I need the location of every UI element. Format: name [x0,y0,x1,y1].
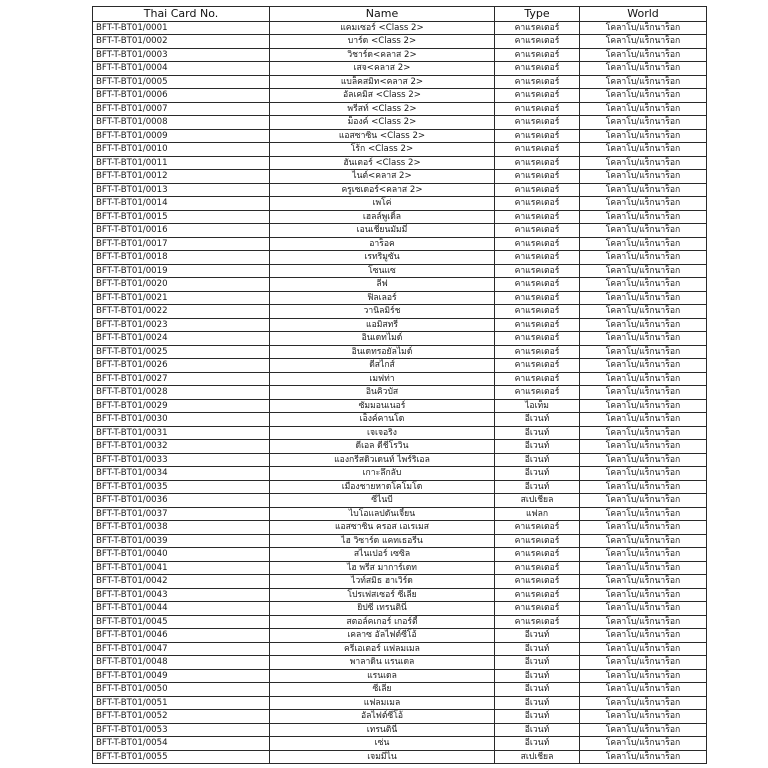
cell-card-no: BFT-T-BT01/0004 [93,62,270,76]
cell-name: ซีไนบี [270,494,495,508]
cell-type: อีเวนท์ [495,737,580,751]
header-row [93,7,707,22]
cell-name: สตอล์คเกอร์ เกอร์ตี้ [270,615,495,629]
cell-type: คาแรคเตอร์ [495,21,580,35]
cell-world: โคลาโบ/แร็กนาร็อก [580,35,707,49]
cell-card-no: BFT-T-BT01/0055 [93,750,270,764]
cell-world: โคลาโบ/แร็กนาร็อก [580,386,707,400]
table-row [93,62,707,76]
table-row [93,575,707,589]
cell-type: คาแรคเตอร์ [495,548,580,562]
cell-name: เรทริมูซัน [270,251,495,265]
cell-name: โปรเฟสเซอร์ ซีเลีย [270,588,495,602]
cell-world: โคลาโบ/แร็กนาร็อก [580,224,707,238]
cell-card-no: BFT-T-BT01/0024 [93,332,270,346]
cell-name: แบล็คสมิท<คลาส 2> [270,75,495,89]
cell-type: อีเวนท์ [495,629,580,643]
table-row [93,345,707,359]
cell-card-no: BFT-T-BT01/0028 [93,386,270,400]
cell-world: โคลาโบ/แร็กนาร็อก [580,102,707,116]
table-row [93,210,707,224]
cell-name: ซัมมอนเนอร์ [270,399,495,413]
cell-world: โคลาโบ/แร็กนาร็อก [580,291,707,305]
cell-type: คาแรคเตอร์ [495,116,580,130]
cell-name: ดีสไกส์ [270,359,495,373]
cell-name: เกาะลึกลับ [270,467,495,481]
table-row [93,386,707,400]
table-row [93,723,707,737]
table-row [93,332,707,346]
cell-name: แองกรีสดิวเดนท์ ไพร์ริเอล [270,453,495,467]
cell-type: อีเวนท์ [495,723,580,737]
cell-name: ไวท์สมิธ ฮาเวิร์ด [270,575,495,589]
cell-type: คาแรคเตอร์ [495,332,580,346]
cell-name: แฟลมเมล [270,696,495,710]
cell-world: โคลาโบ/แร็กนาร็อก [580,318,707,332]
cell-world: โคลาโบ/แร็กนาร็อก [580,696,707,710]
cell-card-no: BFT-T-BT01/0009 [93,129,270,143]
cell-type: สเปเชียล [495,494,580,508]
cell-name: แอมิสทรี [270,318,495,332]
cell-type: คาแรคเตอร์ [495,278,580,292]
table-row [93,75,707,89]
cell-name: ฟิลเลอร์ [270,291,495,305]
cell-name: เจมมีไน [270,750,495,764]
cell-card-no: BFT-T-BT01/0027 [93,372,270,386]
table-row [93,251,707,265]
cell-card-no: BFT-T-BT01/0043 [93,588,270,602]
cell-card-no: BFT-T-BT01/0034 [93,467,270,481]
cell-type: อีเวนท์ [495,656,580,670]
table-row [93,480,707,494]
cell-card-no: BFT-T-BT01/0033 [93,453,270,467]
table-row [93,372,707,386]
cell-type: คาแรคเตอร์ [495,264,580,278]
cell-world: โคลาโบ/แร็กนาร็อก [580,561,707,575]
cell-card-no: BFT-T-BT01/0022 [93,305,270,319]
cell-type: คาแรคเตอร์ [495,305,580,319]
cell-name: อินเดทรอยัลไมด์ [270,345,495,359]
cell-name: เทรนตินี่ [270,723,495,737]
table-row [93,278,707,292]
table-row [93,89,707,103]
cell-name: พาลาดิน แรนเดล [270,656,495,670]
cell-type: คาแรคเตอร์ [495,521,580,535]
cell-card-no: BFT-T-BT01/0006 [93,89,270,103]
cell-type: อีเวนท์ [495,467,580,481]
table-row [93,548,707,562]
cell-type: อีเวนท์ [495,413,580,427]
cell-card-no: BFT-T-BT01/0025 [93,345,270,359]
cell-type: คาแรคเตอร์ [495,534,580,548]
cell-card-no: BFT-T-BT01/0023 [93,318,270,332]
cell-type: ไอเท็ม [495,399,580,413]
cell-world: โคลาโบ/แร็กนาร็อก [580,494,707,508]
cell-type: คาแรคเตอร์ [495,75,580,89]
cell-name: แรนเดล [270,669,495,683]
cell-type: คาแรคเตอร์ [495,170,580,184]
cell-name: อัลไฟต์ซีโอ้ [270,710,495,724]
cell-type: อีเวนท์ [495,440,580,454]
cell-type: คาแรคเตอร์ [495,62,580,76]
cell-world: โคลาโบ/แร็กนาร็อก [580,723,707,737]
table-row [93,399,707,413]
cell-type: คาแรคเตอร์ [495,602,580,616]
cell-name: เอนเชี่ยนมัมมี่ [270,224,495,238]
cell-name: ครูเซเดอร์<คลาส 2> [270,183,495,197]
cell-name: แคมเซอร์ <Class 2> [270,21,495,35]
cell-card-no: BFT-T-BT01/0052 [93,710,270,724]
cell-card-no: BFT-T-BT01/0053 [93,723,270,737]
table-row [93,102,707,116]
cell-name: เฮลล์พูเดิ้ล [270,210,495,224]
cell-name: ครีเอเตอร์ แฟลมเมล [270,642,495,656]
cell-type: คาแรคเตอร์ [495,224,580,238]
table-row [93,750,707,764]
cell-world: โคลาโบ/แร็กนาร็อก [580,48,707,62]
cell-name: เคลาซ อัลไฟต์ซีโอ้ [270,629,495,643]
cell-card-no: BFT-T-BT01/0041 [93,561,270,575]
cell-name: เซ่น [270,737,495,751]
cell-name: สไนเปอร์ เซซิล [270,548,495,562]
cell-type: คาแรคเตอร์ [495,291,580,305]
cell-card-no: BFT-T-BT01/0016 [93,224,270,238]
cell-name: แอสซาซิน ครอส เอเรเมส [270,521,495,535]
cell-name: ซีเลีย [270,683,495,697]
cell-type: คาแรคเตอร์ [495,588,580,602]
cell-world: โคลาโบ/แร็กนาร็อก [580,480,707,494]
cell-type: คาแรคเตอร์ [495,615,580,629]
cell-world: โคลาโบ/แร็กนาร็อก [580,129,707,143]
cell-type: คาแรคเตอร์ [495,102,580,116]
table-row [93,710,707,724]
cell-card-no: BFT-T-BT01/0035 [93,480,270,494]
cell-world: โคลาโบ/แร็กนาร็อก [580,62,707,76]
table-row [93,440,707,454]
cell-type: อีเวนท์ [495,642,580,656]
cell-type: คาแรคเตอร์ [495,197,580,211]
cell-world: โคลาโบ/แร็กนาร็อก [580,143,707,157]
table-row [93,413,707,427]
cell-type: คาแรคเตอร์ [495,575,580,589]
cell-type: คาแรคเตอร์ [495,129,580,143]
table-row [93,615,707,629]
cell-card-no: BFT-T-BT01/0050 [93,683,270,697]
table-row [93,453,707,467]
cell-world: โคลาโบ/แร็กนาร็อก [580,251,707,265]
table-body [93,21,707,764]
table-row [93,359,707,373]
table-row [93,696,707,710]
cell-card-no: BFT-T-BT01/0044 [93,602,270,616]
cell-world: โคลาโบ/แร็กนาร็อก [580,372,707,386]
table-row [93,143,707,157]
cell-world: โคลาโบ/แร็กนาร็อก [580,237,707,251]
cell-card-no: BFT-T-BT01/0020 [93,278,270,292]
cell-card-no: BFT-T-BT01/0010 [93,143,270,157]
cell-type: คาแรคเตอร์ [495,345,580,359]
cell-card-no: BFT-T-BT01/0040 [93,548,270,562]
table-header [93,7,707,22]
cell-type: อีเวนท์ [495,453,580,467]
cell-type: อีเวนท์ [495,683,580,697]
cell-world: โคลาโบ/แร็กนาร็อก [580,156,707,170]
cell-name: เจเจอริง [270,426,495,440]
cell-world: โคลาโบ/แร็กนาร็อก [580,750,707,764]
cell-type: แฟลก [495,507,580,521]
table-row [93,426,707,440]
cell-name: เพโค่ [270,197,495,211]
cell-world: โคลาโบ/แร็กนาร็อก [580,183,707,197]
cell-card-no: BFT-T-BT01/0036 [93,494,270,508]
cell-card-no: BFT-T-BT01/0002 [93,35,270,49]
table-row [93,197,707,211]
cell-name: บาร์ด <Class 2> [270,35,495,49]
cell-name: วิชาร์ด<คลาส 2> [270,48,495,62]
cell-type: คาแรคเตอร์ [495,143,580,157]
cell-card-no: BFT-T-BT01/0015 [93,210,270,224]
cell-world: โคลาโบ/แร็กนาร็อก [580,683,707,697]
cell-world: โคลาโบ/แร็กนาร็อก [580,521,707,535]
cell-name: อัลเคมิส <Class 2> [270,89,495,103]
table-row [93,183,707,197]
table-row [93,156,707,170]
cell-card-no: BFT-T-BT01/0011 [93,156,270,170]
cell-name: วานิลมิร์ช [270,305,495,319]
cell-card-no: BFT-T-BT01/0047 [93,642,270,656]
cell-world: โคลาโบ/แร็กนาร็อก [580,534,707,548]
header-world: World [580,7,707,22]
cell-world: โคลาโบ/แร็กนาร็อก [580,278,707,292]
cell-world: โคลาโบ/แร็กนาร็อก [580,737,707,751]
cell-world: โคลาโบ/แร็กนาร็อก [580,453,707,467]
cell-card-no: BFT-T-BT01/0031 [93,426,270,440]
cell-name: ไฮ วิซาร์ด แคทเธอรีน [270,534,495,548]
card-list-table [92,6,707,764]
cell-type: อีเวนท์ [495,696,580,710]
cell-world: โคลาโบ/แร็กนาร็อก [580,305,707,319]
cell-world: โคลาโบ/แร็กนาร็อก [580,710,707,724]
cell-name: ไบโอแลปดันเจี้ยน [270,507,495,521]
cell-name: ยิปซี เทรนตินี่ [270,602,495,616]
table-row [93,264,707,278]
cell-type: คาแรคเตอร์ [495,89,580,103]
cell-type: คาแรคเตอร์ [495,318,580,332]
cell-name: โร้ก <Class 2> [270,143,495,157]
cell-name: แอสซาซิน <Class 2> [270,129,495,143]
cell-type: คาแรคเตอร์ [495,359,580,373]
cell-type: คาแรคเตอร์ [495,210,580,224]
header-type: Type [495,7,580,22]
cell-world: โคลาโบ/แร็กนาร็อก [580,669,707,683]
cell-world: โคลาโบ/แร็กนาร็อก [580,629,707,643]
header-thai-card-no: Thai Card No. [93,7,270,22]
cell-card-no: BFT-T-BT01/0021 [93,291,270,305]
table-row [93,669,707,683]
cell-type: สเปเชียล [495,750,580,764]
cell-type: คาแรคเตอร์ [495,237,580,251]
cell-name: ลีฟ [270,278,495,292]
cell-world: โคลาโบ/แร็กนาร็อก [580,332,707,346]
cell-name: โซนแซ [270,264,495,278]
cell-type: คาแรคเตอร์ [495,48,580,62]
cell-card-no: BFT-T-BT01/0019 [93,264,270,278]
cell-world: โคลาโบ/แร็กนาร็อก [580,264,707,278]
cell-card-no: BFT-T-BT01/0017 [93,237,270,251]
cell-world: โคลาโบ/แร็กนาร็อก [580,426,707,440]
cell-card-no: BFT-T-BT01/0012 [93,170,270,184]
cell-name: ดีเอล ดีชีโรวิน [270,440,495,454]
table-row [93,170,707,184]
cell-type: อีเวนท์ [495,710,580,724]
cell-card-no: BFT-T-BT01/0037 [93,507,270,521]
cell-card-no: BFT-T-BT01/0054 [93,737,270,751]
cell-card-no: BFT-T-BT01/0032 [93,440,270,454]
table-row [93,237,707,251]
cell-type: อีเวนท์ [495,426,580,440]
cell-type: อีเวนท์ [495,480,580,494]
cell-type: คาแรคเตอร์ [495,251,580,265]
cell-name: ไฮ พรีส มาการ์เดท [270,561,495,575]
cell-card-no: BFT-T-BT01/0029 [93,399,270,413]
table-row [93,467,707,481]
cell-card-no: BFT-T-BT01/0026 [93,359,270,373]
header-name: Name [270,7,495,22]
cell-type: คาแรคเตอร์ [495,183,580,197]
cell-type: อีเวนท์ [495,669,580,683]
table-row [93,642,707,656]
table-row [93,629,707,643]
cell-name: เอ็งค์คานโด [270,413,495,427]
cell-type: คาแรคเตอร์ [495,386,580,400]
table-row [93,683,707,697]
cell-world: โคลาโบ/แร็กนาร็อก [580,602,707,616]
cell-world: โคลาโบ/แร็กนาร็อก [580,345,707,359]
cell-card-no: BFT-T-BT01/0045 [93,615,270,629]
cell-name: อาร็อค [270,237,495,251]
cell-card-no: BFT-T-BT01/0051 [93,696,270,710]
cell-card-no: BFT-T-BT01/0005 [93,75,270,89]
cell-card-no: BFT-T-BT01/0046 [93,629,270,643]
table-row [93,129,707,143]
table-row [93,656,707,670]
cell-type: คาแรคเตอร์ [495,372,580,386]
cell-world: โคลาโบ/แร็กนาร็อก [580,116,707,130]
cell-world: โคลาโบ/แร็กนาร็อก [580,467,707,481]
cell-card-no: BFT-T-BT01/0001 [93,21,270,35]
cell-card-no: BFT-T-BT01/0014 [93,197,270,211]
table-row [93,507,707,521]
cell-world: โคลาโบ/แร็กนาร็อก [580,21,707,35]
cell-card-no: BFT-T-BT01/0039 [93,534,270,548]
cell-card-no: BFT-T-BT01/0048 [93,656,270,670]
cell-card-no: BFT-T-BT01/0049 [93,669,270,683]
table-row [93,318,707,332]
table-row [93,561,707,575]
table-row [93,116,707,130]
cell-world: โคลาโบ/แร็กนาร็อก [580,575,707,589]
cell-name: อินคิวบัส [270,386,495,400]
cell-world: โคลาโบ/แร็กนาร็อก [580,359,707,373]
table-row [93,494,707,508]
table-row [93,35,707,49]
table-row [93,48,707,62]
cell-type: คาแรคเตอร์ [495,156,580,170]
cell-world: โคลาโบ/แร็กนาร็อก [580,588,707,602]
cell-card-no: BFT-T-BT01/0018 [93,251,270,265]
cell-world: โคลาโบ/แร็กนาร็อก [580,507,707,521]
cell-name: พรีสท์ <Class 2> [270,102,495,116]
cell-type: คาแรคเตอร์ [495,561,580,575]
cell-world: โคลาโบ/แร็กนาร็อก [580,89,707,103]
cell-name: ไนต์<คลาส 2> [270,170,495,184]
cell-name: เมฟท่า [270,372,495,386]
cell-name: ม็องค์ <Class 2> [270,116,495,130]
cell-world: โคลาโบ/แร็กนาร็อก [580,548,707,562]
cell-world: โคลาโบ/แร็กนาร็อก [580,399,707,413]
table-row [93,305,707,319]
cell-card-no: BFT-T-BT01/0008 [93,116,270,130]
cell-world: โคลาโบ/แร็กนาร็อก [580,197,707,211]
cell-type: คาแรคเตอร์ [495,35,580,49]
cell-name: เมืองชายหาดโคโมโด [270,480,495,494]
cell-world: โคลาโบ/แร็กนาร็อก [580,656,707,670]
cell-world: โคลาโบ/แร็กนาร็อก [580,413,707,427]
cell-world: โคลาโบ/แร็กนาร็อก [580,440,707,454]
cell-card-no: BFT-T-BT01/0007 [93,102,270,116]
cell-world: โคลาโบ/แร็กนาร็อก [580,615,707,629]
cell-name: ฮันเตอร์ <Class 2> [270,156,495,170]
cell-name: อินเดทไมด์ [270,332,495,346]
table-row [93,21,707,35]
cell-world: โคลาโบ/แร็กนาร็อก [580,170,707,184]
table-row [93,588,707,602]
cell-world: โคลาโบ/แร็กนาร็อก [580,210,707,224]
cell-card-no: BFT-T-BT01/0013 [93,183,270,197]
table-row [93,224,707,238]
cell-card-no: BFT-T-BT01/0003 [93,48,270,62]
table-row [93,534,707,548]
cell-world: โคลาโบ/แร็กนาร็อก [580,75,707,89]
cell-card-no: BFT-T-BT01/0042 [93,575,270,589]
table-row [93,737,707,751]
cell-name: เสจ<คลาส 2> [270,62,495,76]
table-row [93,291,707,305]
cell-world: โคลาโบ/แร็กนาร็อก [580,642,707,656]
table-row [93,602,707,616]
cell-card-no: BFT-T-BT01/0038 [93,521,270,535]
table-row [93,521,707,535]
cell-card-no: BFT-T-BT01/0030 [93,413,270,427]
